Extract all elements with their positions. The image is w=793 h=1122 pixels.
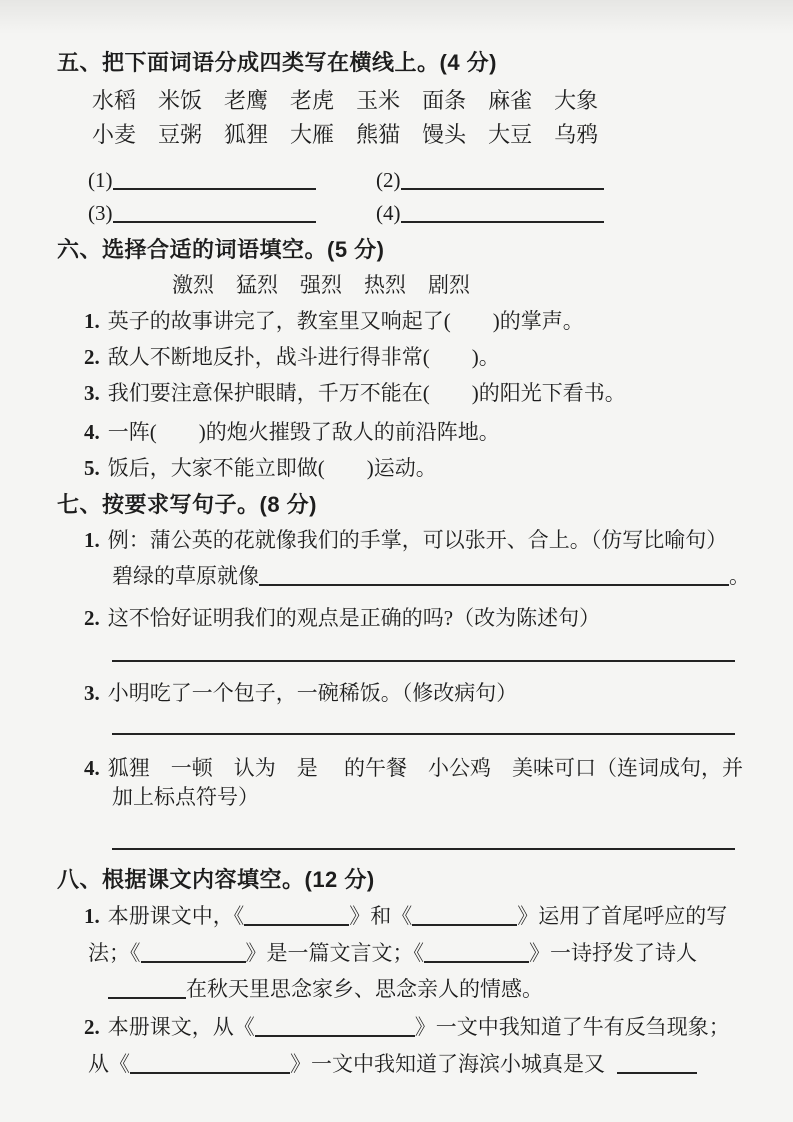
item-number: 2.: [84, 606, 100, 630]
s7-item-4-cont: 加上标点符号）: [112, 785, 259, 809]
text-segment: 》一文中我知道了海滨小城真是又: [290, 1052, 605, 1076]
item-number: 5.: [84, 456, 100, 480]
word: 米饭: [158, 88, 203, 113]
section-8-title: 八、根据课文内容填空。(12 分): [57, 867, 375, 892]
word: 麻雀: [488, 88, 533, 113]
s6-item-5: [0, 455, 793, 481]
s6-item-1: [0, 308, 793, 334]
blank-label: (2): [376, 168, 401, 192]
item-text: 小明吃了一个包子，一碗稀饭。（修改病句）: [107, 681, 518, 705]
item-number: 1.: [84, 904, 100, 928]
item-number: 3.: [84, 681, 100, 705]
word-bank: [0, 272, 793, 298]
sentence-period: 。: [729, 564, 750, 588]
item-number: 2.: [84, 1015, 100, 1039]
text-segment: 在秋天里思念家乡、思念亲人的情感。: [186, 977, 543, 1001]
word: 乌鸦: [554, 122, 599, 147]
fill-blank-title-2[interactable]: [412, 905, 517, 926]
s8-item-1-line-2: [0, 939, 793, 967]
text-segment: 》是一篇文言文；《: [245, 941, 424, 965]
blank-label: (3): [88, 201, 113, 225]
fill-blank-adjective[interactable]: [617, 1053, 697, 1074]
item-text: 这不恰好证明我们的观点是正确的吗?（改为陈述句）: [107, 606, 601, 630]
word: 老虎: [290, 88, 335, 113]
item-text: 一阵( )的炮火摧毁了敌人的前沿阵地。: [107, 420, 500, 444]
classify-cell-1: [88, 166, 376, 194]
item-number: 1.: [84, 528, 100, 552]
fill-blank-title-3[interactable]: [141, 942, 246, 963]
s8-item-1-line-3: [0, 975, 793, 1003]
word: 馒头: [422, 122, 467, 147]
section-7-title: 七、按要求写句子。(8 分): [57, 492, 318, 517]
blank-label: (1): [88, 168, 113, 192]
classify-cell-2: [376, 166, 664, 194]
word-row-2: [0, 122, 793, 148]
word: 大豆: [488, 122, 533, 147]
word: 大象: [554, 88, 599, 113]
word: 狐狸: [224, 122, 269, 147]
s6-item-3: [0, 380, 793, 406]
item-text: 英子的故事讲完了，教室里又响起了( )的掌声。: [107, 309, 584, 333]
s8-item-2-line-1: [0, 1013, 793, 1041]
item-text: 我们要注意保护眼睛，千万不能在( )的阳光下看书。: [107, 381, 626, 405]
classify-cell-3: [88, 199, 376, 227]
s7-item-2: [0, 605, 793, 631]
word: 大雁: [290, 122, 335, 147]
text-segment: 从《: [88, 1052, 130, 1076]
answer-line[interactable]: [112, 640, 735, 662]
s7-item-1-answer: [0, 562, 793, 590]
s7-item-4: [0, 755, 793, 781]
section-5-title: 五、把下面词语分成四类写在横线上。(4 分): [57, 50, 498, 75]
item-number: 3.: [84, 381, 100, 405]
bank-word: 激烈: [172, 273, 214, 297]
item-text: 例：蒲公英的花就像我们的手掌，可以张开、合上。（仿写比喻句）: [107, 528, 728, 552]
text-segment: 》和《: [349, 904, 413, 928]
word-row-1: [0, 88, 793, 114]
word: 熊猫: [356, 122, 401, 147]
fill-blank-2[interactable]: [401, 169, 604, 190]
fill-blank-title-5[interactable]: [255, 1016, 415, 1037]
fill-blank-poet[interactable]: [108, 978, 186, 999]
word: 面条: [422, 88, 467, 113]
item-number: 2.: [84, 345, 100, 369]
s8-item-1-line-1: [0, 902, 793, 930]
classify-blanks-row-2: [0, 199, 793, 227]
text-segment: 本册课文，从《: [107, 1015, 255, 1039]
bank-word: 剧烈: [428, 273, 470, 297]
item-text: 狐狸 一顿 认为 是 的午餐 小公鸡 美味可口（连词成句，并: [107, 756, 743, 780]
fill-blank-1[interactable]: [113, 169, 316, 190]
fill-blank-4[interactable]: [401, 202, 604, 223]
word: 玉米: [356, 88, 401, 113]
section-6-title: 六、选择合适的词语填空。(5 分): [57, 237, 385, 262]
word: 老鹰: [224, 88, 269, 113]
item-number: 4.: [84, 420, 100, 444]
word: 水稻: [92, 88, 137, 113]
item-text: 敌人不断地反扑，战斗进行得非常( )。: [107, 345, 500, 369]
bank-word: 强烈: [300, 273, 342, 297]
classify-blanks-row-1: [0, 166, 793, 194]
sentence-prefix: 碧绿的草原就像: [112, 564, 259, 588]
s7-item-1: [0, 527, 793, 553]
word: 豆粥: [158, 122, 203, 147]
text-segment: 》一文中我知道了牛有反刍现象；: [414, 1015, 730, 1039]
s7-item-3: [0, 680, 793, 706]
answer-line[interactable]: [112, 828, 735, 850]
text-segment: 本册课文中，《: [107, 904, 245, 928]
bank-word: 猛烈: [236, 273, 278, 297]
fill-blank-title-6[interactable]: [130, 1053, 290, 1074]
item-number: 1.: [84, 309, 100, 333]
fill-blank-title-1[interactable]: [244, 905, 349, 926]
blank-label: (4): [376, 201, 401, 225]
s8-item-2-line-2: [0, 1050, 793, 1078]
fill-blank-sentence[interactable]: [259, 565, 729, 586]
answer-line[interactable]: [112, 713, 735, 735]
classify-cell-4: [376, 199, 664, 227]
fill-blank-3[interactable]: [113, 202, 316, 223]
text-segment: 》运用了首尾呼应的写: [517, 904, 728, 928]
text-segment: 法；《: [88, 941, 141, 965]
s6-item-4: [0, 419, 793, 445]
s6-item-2: [0, 344, 793, 370]
item-text: 饭后，大家不能立即做( )运动。: [107, 456, 437, 480]
text-segment: 》一诗抒发了诗人: [529, 941, 697, 965]
word: 小麦: [92, 122, 137, 147]
bank-word: 热烈: [364, 273, 406, 297]
fill-blank-title-4[interactable]: [424, 942, 529, 963]
item-number: 4.: [84, 756, 100, 780]
